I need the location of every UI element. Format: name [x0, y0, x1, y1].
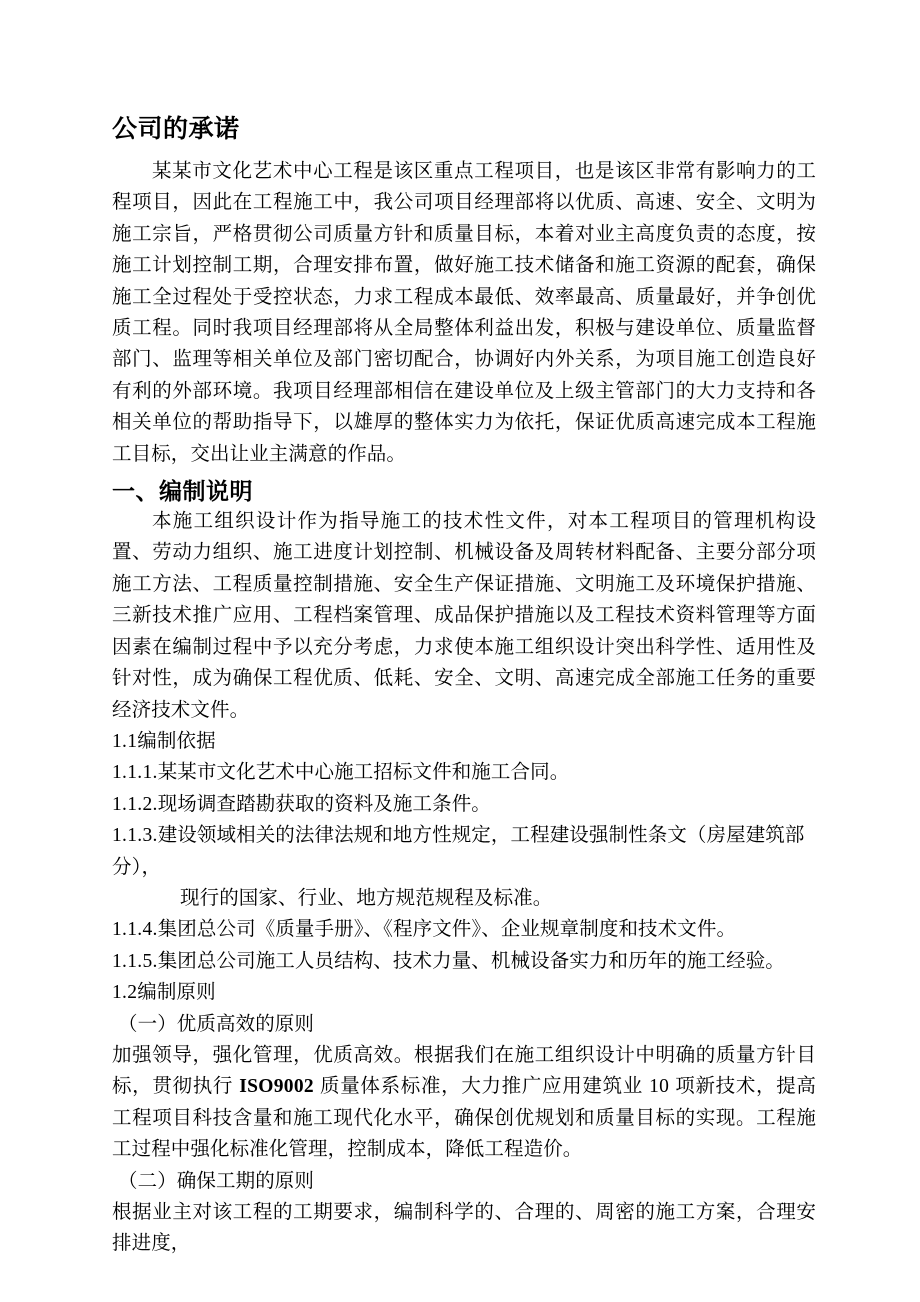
list-label-1-2: 编制原则 [137, 981, 216, 1004]
list-item-1-1 [112, 726, 816, 757]
list-item-1-1-1 [112, 757, 816, 788]
list-number-1-1-5: 1.1.5. [112, 950, 158, 972]
list-item-1-1-5 [112, 946, 816, 977]
paragraph-preparation-notes: 本施工组织设计作为指导施工的技术性文件，对本工程项目的管理机构设置、劳动力组织、施工进度计划控制、机械设备及周转材料配备、主要分部分项施工方法、工程质量控制措施、安全生产保证措施、文明施工及环境保护措施、三新技术推广应用、工程档案管理、成品保护措施以及工程技术资料管理等方面因素在编制过程中予以充分考虑，力求使本施工组织设计突出科学性、适用性及针对性，成为确保工程优质、低耗、安全、文明、高速完成全部施工任务的重要经济技术文件。 [112, 510, 816, 721]
list-item-1-1-4 [112, 914, 816, 945]
list-item-1-1-2 [112, 789, 816, 820]
list-item-1-1-3 [112, 820, 816, 914]
list-text-1-1-5: 集团总公司施工人员结构、技术力量、机械设备实力和历年的施工经验。 [157, 949, 785, 972]
principle-two-label: （二）确保工期的原则 [118, 1169, 315, 1192]
new-technology-count: 10 [649, 1076, 670, 1098]
page-title: 公司的承诺 [112, 115, 240, 143]
document-content [112, 0, 816, 1260]
list-label-1-1: 编制依据 [137, 729, 216, 752]
list-text-1-1-2: 现场调查踏勘获取的资料及施工条件。 [157, 792, 491, 815]
list-number-1-1-2: 1.1.2. [112, 793, 158, 815]
principle-one-text-a: 加强领导，强化管理，优质高效。根据我们在施工组织设计中明确的质量方针目标，贯彻执行 [112, 1043, 816, 1098]
list-text-1-1-4: 集团总公司《质量手册》、《程序文件》、企业规章制度和技术文件。 [157, 918, 737, 941]
principle-one-label: （一）优质高效的原则 [118, 1012, 315, 1035]
list-text-1-1-3-continued: 现行的国家、行业、地方规范规程及标准。 [180, 886, 553, 909]
paragraph-principle-two-body: 根据业主对该工程的工期要求，编制科学的、合理的、周密的施工方案，合理安排进度， [112, 1201, 816, 1255]
section-heading-chapter-one: 一、编制说明 [112, 478, 253, 505]
list-text-1-1-1: 某某市文化艺术中心施工招标文件和施工合同。 [157, 761, 570, 784]
list-text-1-1-3: 建设领域相关的法律法规和地方性规定，工程建设强制性条文（房屋建筑部分）， [112, 824, 805, 878]
principle-one-text-b: 质量体系标准，大力推广应用建筑业 [313, 1075, 650, 1098]
principle-one-text-c: 项新技术，提高工程项目科技含量和施工现代化水平，确保创优规划和质量目标的实现。工程施工过程中强化标准化管理，控制成本，降低工程造价。 [112, 1075, 816, 1161]
list-number-1-1-4: 1.1.4. [112, 919, 158, 941]
iso-standard-code: ISO9002 [239, 1076, 314, 1098]
paragraph-principle-one-body [112, 1040, 816, 1166]
list-number-1-1-1: 1.1.1. [112, 762, 158, 784]
list-item-1-2 [112, 977, 816, 1008]
list-number-1-2: 1.2 [112, 982, 138, 1004]
list-number-1-1-3: 1.1.3. [112, 825, 158, 847]
spacer [112, 144, 816, 156]
paragraph-company-commitment: 某某市文化艺术中心工程是该区重点工程项目，也是该区非常有影响力的工程项目，因此在工程施工中，我公司项目经理部将以优质、高速、安全、文明为施工宗旨，严格贯彻公司质量方针和质量目标，本着对业主高度负责的态度，按施工计划控制工期，合理安排布置，做好施工技术储备和施工资源的配套，确保施工全过程处于受控状态，力求工程成本最低、效率最高、质量最好，并争创优质工程。同时我项目经理部将从全局整体利益出发，积极与建设单位、质量监督部门、监理等相关单位及部门密切配合，协调好内外关系，为项目施工创造良好有利的外部环境。我项目经理部相信在建设单位及上级主管部门的大力支持和各相关单位的帮助指导下，以雄厚的整体实力为依托，保证优质高速完成本工程施工目标，交出让业主满意的作品。 [112, 160, 816, 465]
list-number-1-1: 1.1 [112, 730, 138, 752]
